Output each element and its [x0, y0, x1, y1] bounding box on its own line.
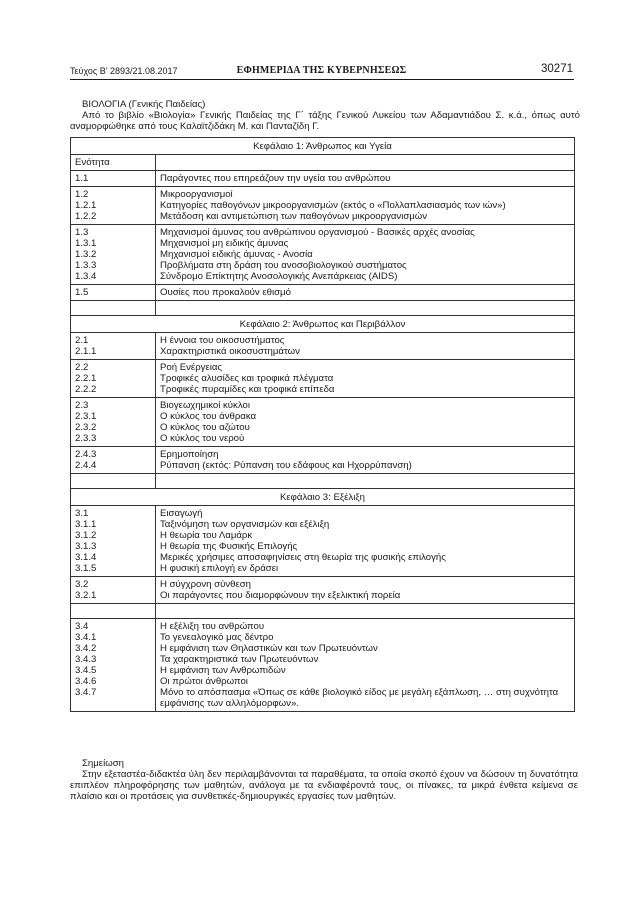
unit-titles [156, 285, 575, 301]
unit-number: 3.4.3 [75, 654, 97, 665]
unit-title: Εισαγωγή [160, 508, 203, 519]
unit-title: Μετάδοση και αντιμετώπιση των παθογόνων μικροοργανισμών [160, 211, 428, 222]
chapter-title: Κεφάλαιο 2: Άνθρωπος και Περιβάλλον [71, 316, 575, 333]
unit-title: Η έννοια του οικοσυστήματος [160, 335, 285, 346]
unit-title: Μικροοργανισμοί [160, 189, 233, 200]
unit-numbers [71, 619, 156, 712]
unit-number: 1.2 [75, 189, 89, 200]
chapter-row [71, 489, 575, 506]
unit-title: Παράγοντες που επηρεάζουν την υγεία του ανθρώπου [160, 173, 391, 184]
unit-titles [156, 447, 575, 474]
unit-title: Ο κύκλος του άνθρακα [160, 411, 257, 422]
syllabus-table [70, 137, 575, 712]
table-row [71, 619, 575, 712]
unit-numbers [71, 577, 156, 604]
unit-title: Ουσίες που προκαλούν εθισμό [160, 287, 291, 298]
unit-title: Μερικές χρήσιμες αποσαφηνίσεις στη θεωρία της φυσικής επιλογής [160, 552, 446, 563]
unit-title: Η εμφάνιση των Θηλαστικών και των Πρωτευόντων [160, 643, 378, 654]
unit-numbers [71, 187, 156, 225]
unit-number: 1.3 [75, 227, 89, 238]
unit-title: Η θεωρία του Λαμάρκ [160, 530, 253, 541]
unit-title: Ερημοποίηση [160, 449, 219, 460]
unit-titles [156, 171, 575, 187]
unit-titles [156, 506, 575, 577]
table-row [71, 333, 575, 360]
unit-number: 3.1.4 [75, 552, 97, 563]
unit-number: 1.1 [75, 173, 89, 184]
issue-number: Τεύχος Β’ 2893/21.08.2017 [70, 66, 178, 76]
unit-number: 3.1.3 [75, 541, 97, 552]
unit-number: 3.1 [75, 508, 89, 519]
table-row [71, 447, 575, 474]
unit-numbers [71, 447, 156, 474]
unit-number: 2.2.2 [75, 384, 97, 395]
unit-number: 1.2.1 [75, 200, 97, 211]
unit-number: 3.4.2 [75, 643, 97, 654]
unit-number: 3.1.5 [75, 563, 97, 574]
unit-title: Τα χαρακτηριστικά των Πρωτευόντων [160, 654, 319, 665]
page-number: 30271 [541, 63, 573, 75]
unit-title: Οι πρώτοι άνθρωποι [160, 676, 248, 687]
subject-heading: ΒΙΟΛΟΓΙΑ (Γενικής Παιδείας) [82, 99, 206, 110]
table-row [71, 577, 575, 604]
unit-numbers [71, 333, 156, 360]
unit-number: 2.2 [75, 362, 89, 373]
unit-title: Μηχανισμοί ειδικής άμυνας - Ανοσία [160, 249, 313, 260]
unit-title: Η φυσική επιλογή εν δράσει [160, 563, 279, 574]
unit-titles [156, 333, 575, 360]
unit-title: Μηχανισμοί μη ειδικής άμυνας [160, 238, 289, 249]
unit-number: 2.1 [75, 335, 89, 346]
chapter-row [71, 138, 575, 155]
unit-numbers [71, 285, 156, 301]
unit-title: Προβλήματα στη δράση του ανοσοβιολογικού συστήματος [160, 260, 407, 271]
empty-row [71, 604, 575, 619]
table-row [71, 187, 575, 225]
unit-titles [156, 225, 575, 285]
unit-number: 3.4.6 [75, 676, 97, 687]
unit-numbers [71, 171, 156, 187]
note-section [70, 758, 578, 802]
table-row [71, 285, 575, 301]
empty-row [71, 474, 575, 489]
unit-number: 2.3.3 [75, 433, 97, 444]
unit-title: Σύνδρομο Επίκτητης Ανοσολογικής Ανεπάρκειας (AIDS) [160, 271, 398, 282]
unit-title: Ρύπανση (εκτός: Ρύπανση του εδάφους και Ηχορρύπανση) [160, 460, 412, 471]
intro-section [70, 99, 580, 132]
unit-titles [156, 577, 575, 604]
unit-title: Ο κύκλος του αζώτου [160, 422, 250, 433]
intro-text: Από το βιβλίο «Βιολογία» Γενικής Παιδείας της Γ΄ τάξης Γενικού Λυκείου των Αδαμαντιάδου Σ. κ.ά., όπως αυτό αναμορφώθηκε από τους Καλαϊτζιδάκη Μ. και Πανταζίδη Γ. [70, 110, 580, 132]
unit-number: 2.3.1 [75, 411, 97, 422]
empty-row [71, 301, 575, 316]
unit-title: Οι παράγοντες που διαμορφώνουν την εξελικτική πορεία [160, 590, 401, 601]
unit-title: Μόνο το απόσπασμα «Όπως σε κάθε βιολογικό είδος με μεγάλη εξάπλωση, … στη συχνότητα εμφάνισης των αλληλόμορφων». [160, 687, 559, 709]
unit-number: 1.5 [75, 287, 89, 298]
unit-titles [156, 619, 575, 712]
unit-numbers [71, 360, 156, 398]
table-row [71, 506, 575, 577]
unit-number: 1.2.2 [75, 211, 97, 222]
unit-numbers [71, 506, 156, 577]
unit-title: Ταξινόμηση των οργανισμών και εξέλιξη [160, 519, 330, 530]
unit-number: 1.3.1 [75, 238, 97, 249]
unit-number: 2.3 [75, 400, 89, 411]
table-row [71, 398, 575, 447]
unit-number: 1.3.3 [75, 260, 97, 271]
unit-number: 1.3.2 [75, 249, 97, 260]
table-row [71, 171, 575, 187]
unit-number: 3.4 [75, 621, 89, 632]
chapter-title: Κεφάλαιο 1: Άνθρωπος και Υγεία [71, 138, 575, 155]
unit-header-row [71, 155, 575, 171]
unit-number: 3.4.5 [75, 665, 97, 676]
unit-title: Το γενεαλογικό μας δέντρο [160, 632, 274, 643]
table-row [71, 225, 575, 285]
page-header [70, 64, 573, 78]
unit-number: 2.1.1 [75, 346, 97, 357]
unit-number: 2.4.3 [75, 449, 97, 460]
unit-numbers [71, 225, 156, 285]
unit-number: 3.4.1 [75, 632, 97, 643]
unit-titles [156, 187, 575, 225]
unit-title: Η εμφάνιση των Ανθρωπιδών [160, 665, 286, 676]
unit-title: Χαρακτηριστικά οικοσυστημάτων [160, 346, 300, 357]
unit-header: Ενότητα [71, 155, 156, 171]
unit-title: Κατηγορίες παθογόνων μικροοργανισμών (εκτός ο «Πολλαπλασιασμός των ιών») [160, 200, 506, 211]
unit-number: 3.2.1 [75, 590, 97, 601]
unit-number: 3.4.7 [75, 687, 97, 698]
unit-title: Βιογεωχημικοί κύκλοι [160, 400, 250, 411]
unit-title: Η εξέλιξη του ανθρώπου [160, 621, 265, 632]
unit-number: 3.1.1 [75, 519, 97, 530]
unit-title: Ο κύκλος του νερού [160, 433, 245, 444]
unit-title: Η σύγχρονη σύνθεση [160, 579, 252, 590]
unit-titles [156, 398, 575, 447]
unit-title: Τροφικές πυραμίδες και τροφικά επίπεδα [160, 384, 335, 395]
table-row [71, 360, 575, 398]
header-rule [70, 79, 574, 80]
unit-numbers [71, 398, 156, 447]
unit-number: 2.2.1 [75, 373, 97, 384]
note-title: Σημείωση [82, 758, 124, 769]
note-text: Στην εξεταστέα-διδακτέα ύλη δεν περιλαμβάνονται τα παραθέματα, τα οποία σκοπό έχουν να δώσουν τη δυνατότητα επιπλέον πληροφόρησης των μαθητών, ανάλογα με τα ενδιαφέροντά τους, οι πίνακες, τα μικρά ένθετα κείμενα σε πλαίσιο και οι προτάσεις για συνθετικές-δημιουργικές εργασίες των μαθητών. [70, 769, 578, 802]
chapter-row [71, 316, 575, 333]
gazette-title: ΕΦΗΜΕΡΙΔΑ ΤΗΣ ΚΥΒΕΡΝΗΣΕΩΣ [236, 65, 407, 76]
unit-title: Τροφικές αλυσίδες και τροφικά πλέγματα [160, 373, 334, 384]
unit-title: Μηχανισμοί άμυνας του ανθρώπινου οργανισμού - Βασικές αρχές ανοσίας [160, 227, 475, 238]
unit-number: 2.3.2 [75, 422, 97, 433]
unit-title: Η θεωρία της Φυσικής Επιλογής [160, 541, 298, 552]
unit-number: 3.2 [75, 579, 89, 590]
unit-number: 1.3.4 [75, 271, 97, 282]
unit-titles [156, 360, 575, 398]
chapter-title: Κεφάλαιο 3: Εξέλιξη [71, 489, 575, 506]
unit-number: 3.1.2 [75, 530, 97, 541]
unit-number: 2.4.4 [75, 460, 97, 471]
unit-title: Ροή Ενέργειας [160, 362, 223, 373]
